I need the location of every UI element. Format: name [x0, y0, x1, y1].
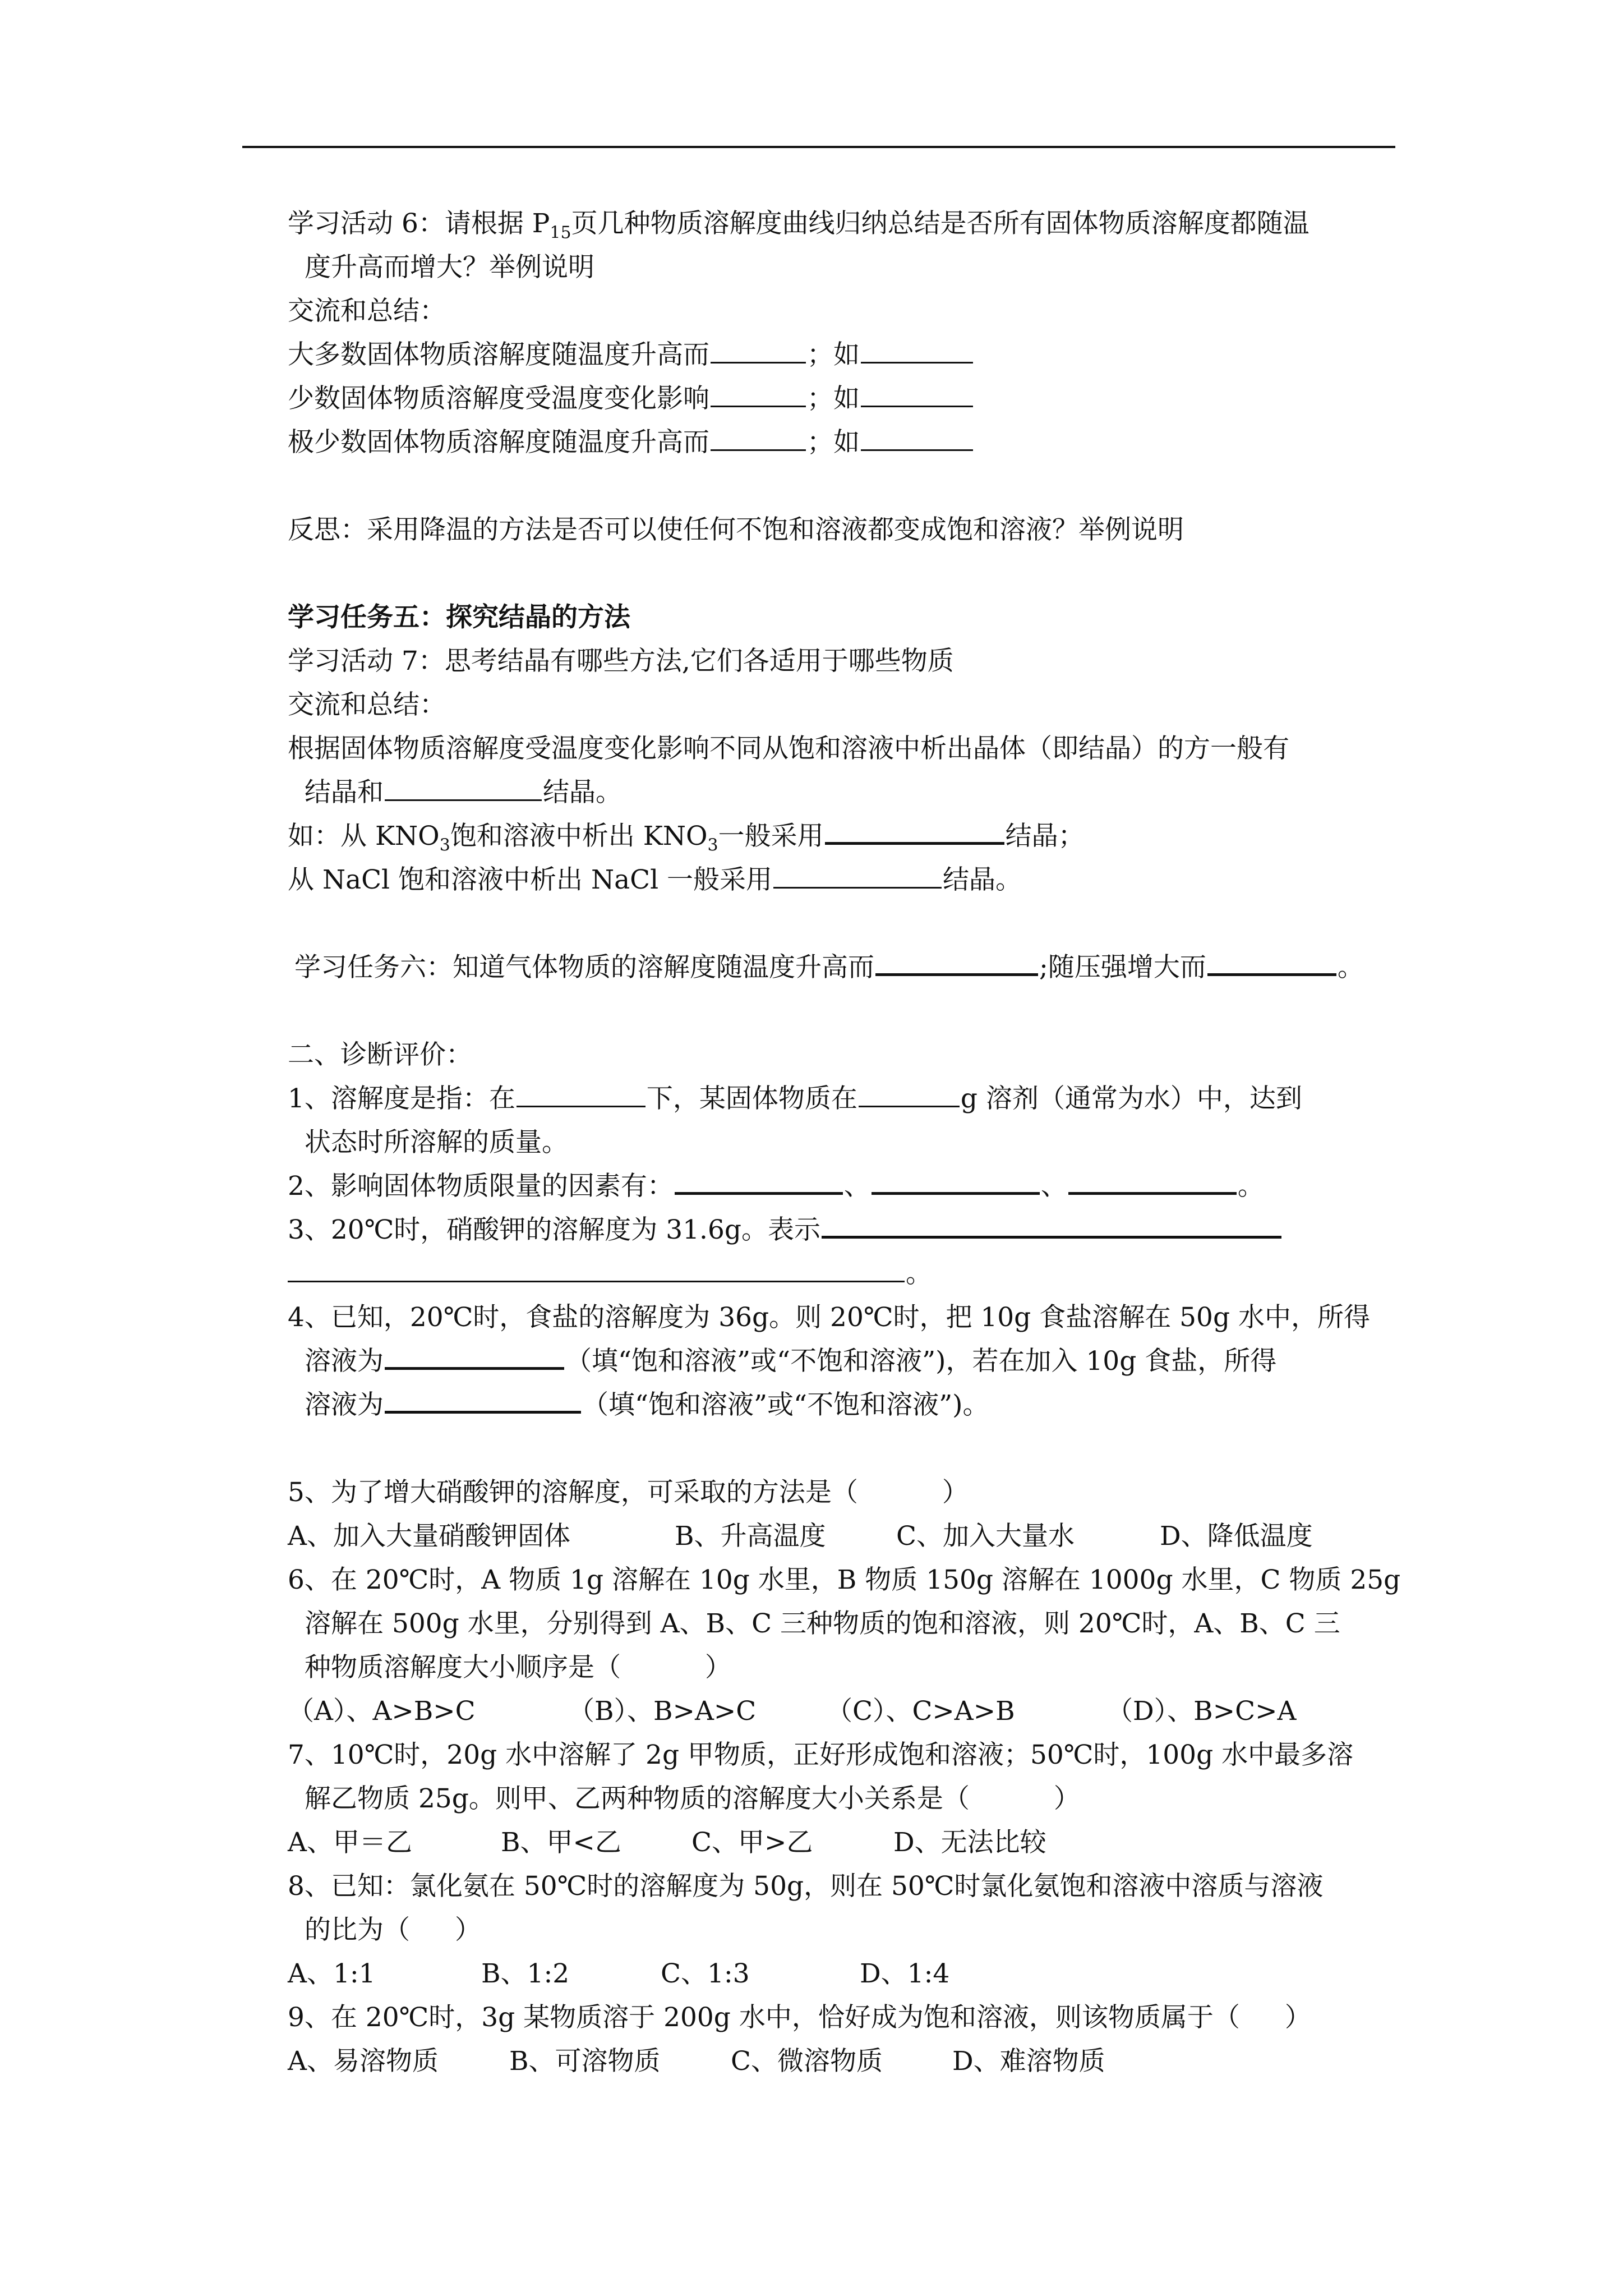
- option-b[interactable]: B、可溶物质: [509, 2046, 661, 2077]
- q1-text: 1、溶解度是指：在: [288, 1083, 515, 1114]
- crystallization-text-end: 结晶。: [543, 777, 622, 808]
- page-subscript: 15: [550, 223, 571, 243]
- task6-line: [288, 946, 1404, 990]
- q4-text: 溶液为: [305, 1389, 384, 1420]
- answer-blank[interactable]: [675, 1166, 843, 1195]
- crystallization-line1: 根据固体物质溶解度受温度变化影响不同从饱和溶液中析出晶体（即结晶）的方一般有: [288, 733, 1289, 764]
- q5-options: [288, 1515, 1404, 1558]
- activity7: 学习活动 7：思考结晶有哪些方法,它们各适用于哪些物质: [288, 646, 954, 677]
- option-c[interactable]: （C）、C>A>B: [826, 1696, 1015, 1727]
- option-b[interactable]: B、1:2: [481, 1958, 570, 1989]
- q3-line2: [288, 1252, 1404, 1296]
- q6-line3: [288, 1646, 1404, 1690]
- nacl-line: [288, 858, 1404, 902]
- q1-line1: [288, 1077, 1404, 1121]
- summary-text: 少数固体物质溶解度受温度变化影响: [288, 383, 709, 414]
- answer-blank[interactable]: [711, 424, 806, 451]
- q4-line3: [288, 1383, 1404, 1427]
- answer-blank[interactable]: [861, 336, 973, 364]
- kno3-text: 如：从 KNO: [288, 821, 440, 852]
- exchange-heading-2: 交流和总结：: [288, 689, 446, 720]
- answer-blank[interactable]: [872, 1166, 1040, 1195]
- option-a[interactable]: A、易溶物质: [288, 2046, 439, 2077]
- option-c[interactable]: C、加入大量水: [896, 1521, 1075, 1552]
- q8-text: 的比为（: [305, 1915, 410, 1945]
- separator: 、: [843, 1171, 870, 1202]
- q9-options: [288, 2040, 1404, 2083]
- answer-blank[interactable]: [288, 1255, 905, 1282]
- kno3-text: 一般采用: [718, 821, 824, 852]
- q3-end: 。: [906, 1258, 932, 1289]
- activity6-line2: 度升高而增大？举例说明: [305, 252, 594, 283]
- paren-close: ）: [1053, 1783, 1080, 1814]
- summary-example: ；如: [807, 339, 860, 370]
- answer-blank[interactable]: [517, 1080, 645, 1107]
- answer-blank[interactable]: [385, 774, 542, 801]
- option-c[interactable]: C、微溶物质: [731, 2046, 883, 2077]
- nacl-text-end: 结晶。: [943, 864, 1022, 895]
- summary-text: 极少数固体物质溶解度随温度升高而: [288, 427, 709, 458]
- q1-text: 下，某固体物质在: [646, 1083, 857, 1114]
- paren-close: ）: [705, 1652, 731, 1683]
- option-b[interactable]: B、甲<乙: [501, 1827, 621, 1858]
- q7-options: [288, 1821, 1404, 1865]
- summary-line-1: [288, 333, 1404, 377]
- summary-example: ；如: [807, 427, 860, 458]
- option-d[interactable]: D、降低温度: [1160, 1521, 1313, 1552]
- q7-line2: [288, 1777, 1404, 1821]
- option-d[interactable]: D、难溶物质: [952, 2046, 1105, 2077]
- task5-title: 学习任务五：探究结晶的方法: [288, 602, 630, 633]
- section2-title: 二、诊断评价：: [288, 1039, 472, 1070]
- q4-text: 溶液为: [305, 1346, 384, 1377]
- q9-text: 9、在 20℃时，3g 某物质溶于 200g 水中，恰好成为饱和溶液，则该物质属于（: [288, 2002, 1240, 2033]
- option-a[interactable]: （A）、A>B>C: [288, 1696, 476, 1727]
- paren-close: ）: [455, 1915, 481, 1945]
- q3-text: 3、20℃时，硝酸钾的溶解度为 31.6g。表示: [288, 1214, 820, 1245]
- header-rule: [242, 146, 1395, 148]
- answer-blank[interactable]: [1068, 1166, 1237, 1195]
- q7-line1: 7、10℃时，20g 水中溶解了 2g 甲物质，正好形成饱和溶液；50℃时，100g 水中最多溶: [288, 1740, 1354, 1770]
- summary-line-2: [288, 377, 1404, 421]
- q1-text: g 溶剂（通常为水）中，达到: [960, 1083, 1302, 1114]
- q7-text: 解乙物质 25g。则甲、乙两种物质的溶解度大小关系是（: [305, 1783, 970, 1814]
- option-c[interactable]: C、1:3: [661, 1958, 750, 1989]
- answer-blank[interactable]: [385, 1385, 581, 1414]
- q6-text: 种物质溶解度大小顺序是（: [305, 1652, 621, 1683]
- paren-close: ）: [942, 1477, 969, 1508]
- subscript: 3: [707, 835, 718, 855]
- task6-text-end: 。: [1337, 952, 1364, 983]
- activity6-text-cont: 页几种物质溶解度曲线归纳总结是否所有固体物质溶解度都随温: [571, 208, 1310, 239]
- q9-line1: [288, 1996, 1404, 2040]
- option-d[interactable]: （D）、B>C>A: [1106, 1696, 1297, 1727]
- summary-line-3: [288, 421, 1404, 464]
- option-a[interactable]: A、1:1: [288, 1958, 376, 1989]
- q5-stem: [288, 1471, 1404, 1515]
- activity6-line1: [288, 202, 1404, 246]
- separator: 、: [1040, 1171, 1067, 1202]
- answer-blank[interactable]: [825, 816, 1004, 845]
- activity6-text: 学习活动 6：请根据 P: [288, 208, 550, 239]
- q8-options: [288, 1952, 1404, 1996]
- q8-line2: [288, 1908, 1404, 1952]
- q6-line2: 溶解在 500g 水里，分别得到 A、B、C 三种物质的饱和溶液，则 20℃时，A、B、C 三: [305, 1608, 1340, 1639]
- task6-text: ;随压强增大而: [1039, 952, 1206, 983]
- summary-text: 大多数固体物质溶解度随温度升高而: [288, 339, 709, 370]
- crystallization-text: 结晶和: [305, 777, 384, 808]
- kno3-text-end: 结晶；: [1005, 821, 1085, 852]
- answer-blank[interactable]: [861, 424, 973, 451]
- answer-blank[interactable]: [875, 947, 1038, 976]
- q4-text: （填“饱和溶液”或“不饱和溶液”)。: [582, 1389, 989, 1420]
- q4-line2: [288, 1340, 1404, 1383]
- q4-text: （填“饱和溶液”或“不饱和溶液”)，若在加入 10g 食盐，所得: [565, 1346, 1277, 1377]
- option-d[interactable]: D、无法比较: [893, 1827, 1046, 1858]
- answer-blank[interactable]: [773, 861, 942, 889]
- answer-blank[interactable]: [711, 336, 806, 364]
- q4-line1: 4、已知，20℃时，食盐的溶解度为 36g。则 20℃时，把 10g 食盐溶解在 50g 水中，所得: [288, 1302, 1370, 1333]
- kno3-line: [288, 815, 1404, 858]
- answer-blank[interactable]: [385, 1341, 564, 1370]
- q2-end: 。: [1237, 1171, 1264, 1202]
- option-b[interactable]: B、升高温度: [675, 1521, 826, 1552]
- q2-text: 2、影响固体物质限量的因素有：: [288, 1171, 674, 1202]
- q6-options: [288, 1690, 1404, 1733]
- q3-line1: [288, 1208, 1404, 1252]
- q8-line1: 8、已知：氯化氨在 50℃时的溶解度为 50g，则在 50℃时氯化氨饱和溶液中溶质与溶液: [288, 1871, 1324, 1902]
- reflection: 反思：采用降温的方法是否可以使任何不饱和溶液都变成饱和溶液？举例说明: [288, 514, 1184, 545]
- option-d[interactable]: D、1:4: [860, 1958, 950, 1989]
- q5-text: 5、为了增大硝酸钾的溶解度，可采取的方法是（: [288, 1477, 858, 1508]
- subscript: 3: [439, 835, 450, 855]
- summary-example: ；如: [807, 383, 860, 414]
- option-c[interactable]: C、甲>乙: [691, 1827, 813, 1858]
- exchange-heading: 交流和总结：: [288, 296, 446, 326]
- answer-blank[interactable]: [711, 380, 806, 407]
- answer-blank[interactable]: [861, 380, 973, 407]
- q1-line2: 状态时所溶解的质量。: [305, 1127, 568, 1158]
- answer-blank[interactable]: [859, 1080, 960, 1107]
- option-a[interactable]: A、甲＝乙: [288, 1827, 412, 1858]
- nacl-text: 从 NaCl 饱和溶液中析出 NaCl 一般采用: [288, 864, 773, 895]
- option-b[interactable]: （B）、B>A>C: [568, 1696, 757, 1727]
- kno3-text: 饱和溶液中析出 KNO: [450, 821, 708, 852]
- task6-text: 学习任务六：知道气体物质的溶解度随温度升高而: [294, 952, 874, 983]
- worksheet-content: [288, 202, 1404, 2083]
- option-a[interactable]: A、加入大量硝酸钾固体: [288, 1521, 570, 1552]
- paren-close: ）: [1284, 2002, 1311, 2033]
- answer-blank[interactable]: [1207, 947, 1336, 976]
- q2-line: [288, 1165, 1404, 1208]
- q6-line1: 6、在 20℃时，A 物质 1g 溶解在 10g 水里，B 物质 150g 溶解在 1000g 水里，C 物质 25g: [288, 1565, 1401, 1595]
- answer-blank[interactable]: [822, 1210, 1281, 1239]
- crystallization-line2: [288, 771, 1404, 815]
